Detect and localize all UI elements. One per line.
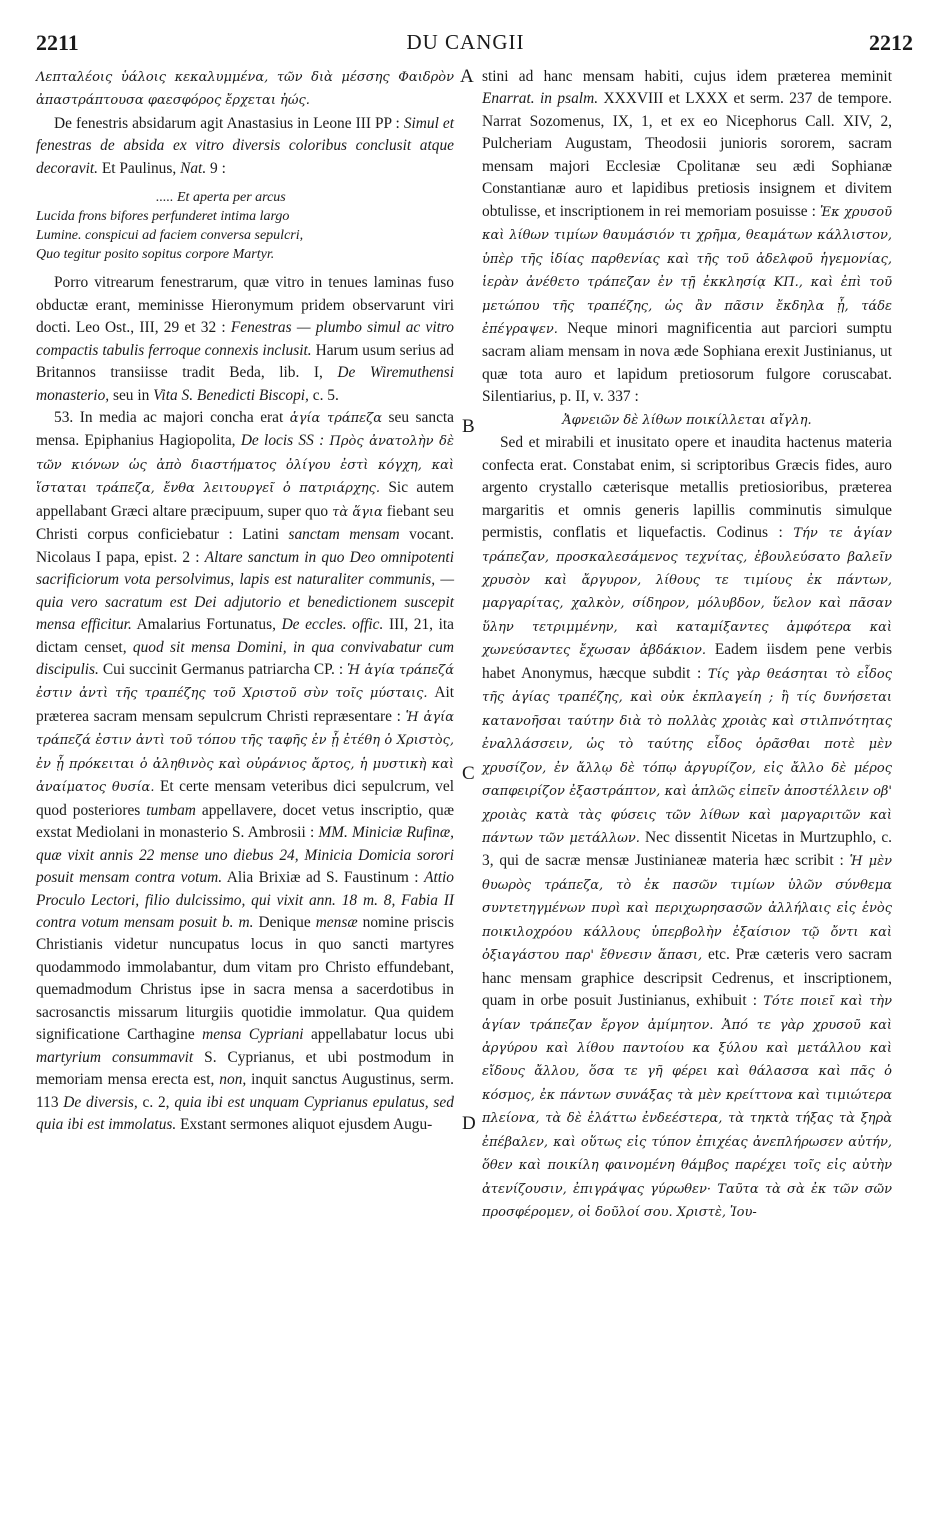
paragraph-vitrearum: Porro vitrearum fenestrarum, quæ vitro in tenues laminas fuso obductæ erant, meminisse Hieronymum pridem observarunt viri docti. Leo Ost., III, 29 et 32 : Fenestras — plumbo simul ac vitro compactis tabulis ferroque connexis inclusit. Harum usum serius ad Britannos transiisse tradit Beda, lib. I, De Wiremuthensi monasterio, seu in Vita S. Benedicti Biscopi, c. 5. [36, 274, 454, 404]
running-title: DU CANGII [406, 30, 525, 54]
margin-letter-a: A [460, 66, 474, 87]
right-column [482, 66, 892, 1225]
greek-verse-fragment: Λεπταλέοις ὑάλοις κεκαλυμμένα, τῶν διὰ μέσσης Φαιδρὸν ἀπαστράπτουσα φαεσφόρος ἔρχεται ἠώς. [36, 70, 454, 109]
paragraph-53: 53. In media ac majori concha erat ἁγία τράπεζα seu sancta mensa. Epiphanius Hagiopolita, De locis SS : Πρὸς ἀνατολὴν δὲ τῶν κιόνων ὡς ἀπὸ διαστήματος ὀλίγου ἐστὶ κόγχη, καὶ ἵσταται τράπεζα, ἔνθα λειτουργεῖ ὁ πατριάρχης. Sic autem appellabant Græci altare præcipuum, super quo τὰ ἅγια fiebant seu Christi corpus conficiebatur : Latini sanctam mensam vocant. Nicolaus I papa, epist. 2 : Altare sanctum in quo Deo omnipotenti sacrificiorum vota persolvimus, lapis est naturaliter communis, — quia vero sacratum est Dei adjutorio et benedictionem suscepit mensa efficitur. Amalarius Fortunatus, De eccles. offic. III, 21, ita dictam censet, quod sit mensa Domini, in qua convivabatur cum discipulis. Cui succinit Germanus patriarcha CP. : Ἡ ἁγία τράπεζά ἐστιν ἀντὶ τῆς τραπέζης τοῦ Χριστοῦ σὺν τοῖς μύσταις. Ait præterea sacram mensam sepulcrum Christi repræsentare : Ἡ ἁγία τράπεζά ἐστιν ἀντὶ τοῦ τόπου τῆς ταφῆς ἐν ᾗ ἐτέθη ὁ Χριστὸς, ἐν ᾗ πρόκειται ὁ ἀληθινὸς καὶ οὐράνιος ἄρτος, ἡ μυστικὴ καὶ ἀναίματος θυσία. Et certe mensam veteribus dici sepulcrum, vel quod posteriores tumbam appellavere, docet vetus inscriptio, quæ exstat Mediolani in monasterio S. Ambrosii : MM. Miniciæ Rufinæ, quæ vixit annis 22 mense uno diebus 24, Minicia Domicia sorori posuit mensam contra votum. Alia Brixiæ ad S. Faustinum : Attio Proculo Lectori, filio dulcissimo, qui vixit ann. 18 m. 8, Fabia II contra votum mensam posuit b. m. Denique mensæ nomine priscis Christianis videtur nuncupatus locus in quo sancti martyres quodammodo immolabantur, dum vitam pro Christo effundebant, quemadmodum Christus ipse in sacra mensa a sacerdotibus in sacrosanctis missarum liturgiis quotidie immolatur. Qua quidem significatione Carthagine mensa Cypriani appellabatur locus ubi martyrium consummavit S. Cyprianus, et ubi postmodum in memoriam mensa erecta est, non, inquit sanctus Augustinus, serm. 113 De diversis, c. 2, quia ibi est unquam Cyprianus epulatus, sed quia ibi est immolatus. Exstant sermones aliquot ejusdem Augu- [36, 408, 455, 1134]
page-header [0, 30, 931, 60]
left-column [36, 66, 454, 1136]
greek-quote-silentiarius: Ἀφνειῶν δὲ λίθων ποικίλλεται αἴγλη. [562, 412, 812, 428]
margin-letter-c: C [462, 763, 475, 784]
left-page-number: 2211 [36, 30, 79, 55]
margin-letter-b: B [462, 416, 475, 437]
paragraph-mirabili: Sed et mirabili et inusitato opere et inaudita hactenus materia confecta erat. Constabat enim, si scriptoribus Græcis fides, auro argento crystallo cæterisque metallis pretiosioribus, præterea margaritis et omnis generis lapillis comminutis simulque permistis, conflatis et liquefactis. Codinus : Τήν τε ἁγίαν τράπεζαν, προσκαλεσάμενος τεχνίτας, ἐβουλεύσατο βαλεῖν χρυσὸν καὶ ἄργυρον, λίθους τε τιμίους ἐκ πάντων, μαργαρίτας, χαλκὸν, σίδηρον, μόλυβδον, ὕελον καὶ πᾶσαν ὕλην τετριμμένην, καὶ καταμίξαντες ἀμφότερα καὶ χωνεύσαντες ἔχωσαν ἀβδάκιον. Eadem iisdem pene verbis habet Anonymus, hæcque subdit : Τίς γὰρ θεάσηται τὸ εἶδος τῆς ἁγίας τραπέζης, καὶ οὐκ ἐκπλαγείη ; ἢ τίς δυνήσεται κατανοῆσαι ταύτην διὰ τὸ πολλὰς χροιὰς καὶ στιλπνότητας ἐναλλάσσειν, ὡς τὸ ταύτης εἶδος ὁρᾶσθαι ποτὲ μὲν χρυσίζον, ἐν ἄλλῳ δὲ τόπῳ ἀργυρίζον, εἰς ἄλλο δὲ μέρος σαπφειρίζον ἐξαστράπτον, καὶ ἁπλῶς εἰπεῖν ἀποστέλλειν οβ' χροιὰς κατὰ τὰς φύσεις τῶν λίθων καὶ μαργαριτῶν καὶ πάντων τῶν μετάλλων. Nec dissentit Nicetas in Murtzuphlo, c. 3, qui de sacræ mensæ Justinianeæ materia hæc scribit : Ἡ μὲν θυωρὸς τράπεζα, τὸ ἐκ πασῶν τιμίων ὑλῶν σύνθεμα συντετηγμένων πυρὶ καὶ περιχωρησασῶν ἀλλήλαις εἰς ἑνὸς ποικιλοχρόου κάλλους ὑπερβολὴν ἐξαίσιον τῷ ὄντι καὶ ὀξιαγάστου παρ' ἔθνεσιν ἅπασι, etc. Præ cæteris vero sacram hanc mensam graphice descripsit Cedrenus, et inscriptionem, quam in orbe posuit Justinianus, exhibuit : Τότε ποιεῖ καὶ τὴν ἁγίαν τράπεζαν ἔργον ἀμίμητον. Ἀπό τε γὰρ χρυσοῦ καὶ ἀργύρου καὶ λίθου παντοίου κα ξύλου καὶ μετάλλου καὶ εἴδους ἄλλου, ὅσα τε γῆ φέρει καὶ θάλασσα καὶ πᾶς ὁ κόσμος, ἐκ πάντων συνάξας τὰ μὲν κρείττονα καὶ τιμιώτερα πλείονα, τὰ δὲ ἐλάττω ἐνδεέστερα, τὰ τηκτὰ τήξας τὰ ξηρὰ ἐπέβαλεν, καὶ οὕτως εἰς τύπον ἐπιχέας ἀνεπλήρωσεν αὐτήν, ὅθεν καὶ ποικίλη φαινομένη θάμβος παρέχει τοῖς εἰς αὐτὴν ἀτενίζουσιν, ἐπιγράψας γύρωθεν· Ταῦτα τὰ σὰ ἐκ τῶν σῶν προσφέρομεν, οἱ δοῦλοί σου. Χριστὲ, Ἰου- [482, 434, 893, 1221]
latin-verse-quote: ..... Et aperta per arcus Lucida frons bifores perfunderet intima largo Lumine. conspicui ad faciem conversa sepulcri, Quo tegitur posito sopitus corpore Martyr. [36, 190, 304, 263]
margin-letter-d: D [462, 1113, 476, 1134]
right-page-number: 2212 [869, 30, 913, 55]
paragraph-fenestris: De fenestris absidarum agit Anastasius in Leone III PP : Simul et fenestras de absida ex vitro diversis coloribus conclusit atque decoravit. Et Paulinus, Nat. 9 : [36, 114, 454, 177]
paragraph-augustini: stini ad hanc mensam habiti, cujus idem præterea meminit Enarrat. in psalm. XXXVIII et LXXX et serm. 237 de tempore. Narrat Sozomenus, IX, 1, et ex eo Nicephorus Call. XIV, 2, Pulcheriam Augustam, Theodosii junioris sororem, sacram mensam majori Ecclesiæ Cpolitanæ seu ædi Sophianæ Constantianæ auro et lapidibus pretiosis insignem et divitem obtulisse, et inscriptionem in rei memoriam posuisse : Ἐκ χρυσοῦ καὶ λίθων τιμίων θαυμάσιόν τι χρῆμα, θεαμάτων κάλλιστον, ὑπὲρ τῆς ἰδίας παρθενίας καὶ τῆς τοῦ ἀδελφοῦ ἡγεμονίας, ἱερὰν ἀνέθετο τράπεζαν ἐν τῇ ἐκκλησίᾳ ΚΠ., καὶ ἐπὶ τοῦ μετώπου τῆς τραπέζης, ὡς ἂν πᾶσιν ἔκδηλα ᾖ, τάδε ἐπέγραψεν. Neque minori magnificentia aut parciori sumptu sacram aliam mensam in nova æde Sophiana erexit Justinianus, ut quæ tota auro et lapidum pretiosorum fulgore coruscabat. Silentiarius, p. II, v. 337 : [482, 68, 893, 406]
